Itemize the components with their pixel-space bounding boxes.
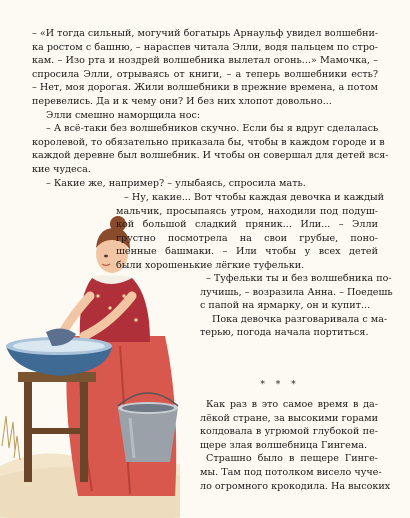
text-line: грустно посмотрела на свои грубые, поно- <box>116 232 378 244</box>
opening-text-block <box>32 27 389 190</box>
text-line: – Какие же, например? – улыбаясь, спросила мать. <box>46 177 306 189</box>
text-line: королевой, то обязательно приказала бы, чтобы в каждом городе и в <box>32 136 385 148</box>
text-line: лучишь, – возразила Анна. – Поедешь <box>200 286 393 298</box>
text-line: – Туфельки ты и без волшебника по- <box>206 273 392 284</box>
text-line: Пока девочка разговаривала с ма- <box>212 313 388 325</box>
text-line: шенные башмаки. – Или чтобы у всех детей <box>116 246 378 258</box>
text-line: ка ростом с башню, – нараспев читала Элли, водя пальцем по стро- <box>32 41 378 53</box>
text-line: Как раз в это самое время в да- <box>206 399 378 410</box>
text-line: – «И тогда сильный, могучий богатырь Арнаульф увидел волшебни- <box>32 28 379 39</box>
bucket-illustration <box>108 388 188 468</box>
text-line: с папой на ярмарку, он и купит... <box>200 300 371 312</box>
text-line: терью, погода начала портиться. <box>200 327 369 339</box>
text-line: кам. – Изо рта и ноздрей волшебника вылетал огонь...» Мамочка, – <box>32 55 378 67</box>
text-line: мальчик, просыпаясь утром, находили под подуш- <box>116 205 378 217</box>
text-line: кой большой сладкий пряник... Или... – Элли <box>116 219 378 231</box>
text-line: перевелись. Да и к чему они? И без них хлопот довольно... <box>32 95 332 107</box>
section-separator: * * * <box>260 380 300 390</box>
text-line: кие чудеса. <box>32 163 91 175</box>
text-line: – А всё-таки без волшебников скучно. Если бы я вдруг сделалась <box>46 123 379 135</box>
text-line: ло огромного крокодила. На высоких <box>200 480 391 492</box>
text-line: Страшно было в пещере Гинге- <box>206 453 378 465</box>
story-text-block <box>200 398 391 493</box>
text-line: Элли смешно наморщила нос: <box>46 109 201 121</box>
dialogue-text-block <box>116 191 385 273</box>
text-line: спросила Элли, отрываясь от книги, – а теперь волшебники есть? <box>32 68 378 80</box>
text-line: были хорошенькие лёгкие туфельки. <box>116 259 305 271</box>
text-line: лёкой стране, за высокими горами <box>200 412 378 424</box>
text-line: мы. Там под потолком висело чуче- <box>200 466 382 478</box>
text-line: каждой деревне был волшебник. И чтобы он совершал для детей вся- <box>32 150 389 162</box>
text-line: – Ну, какие... Вот чтобы каждая девочка и каждый <box>124 192 385 203</box>
text-line: колдовала в угрюмой глубокой пе- <box>200 426 378 438</box>
text-line: – Нет, моя дорогая. Жили волшебники в прежние времена, а потом <box>32 82 378 94</box>
text-line: щере злая волшебница Гингема. <box>200 439 368 451</box>
dialogue-text-block-2 <box>200 272 393 340</box>
